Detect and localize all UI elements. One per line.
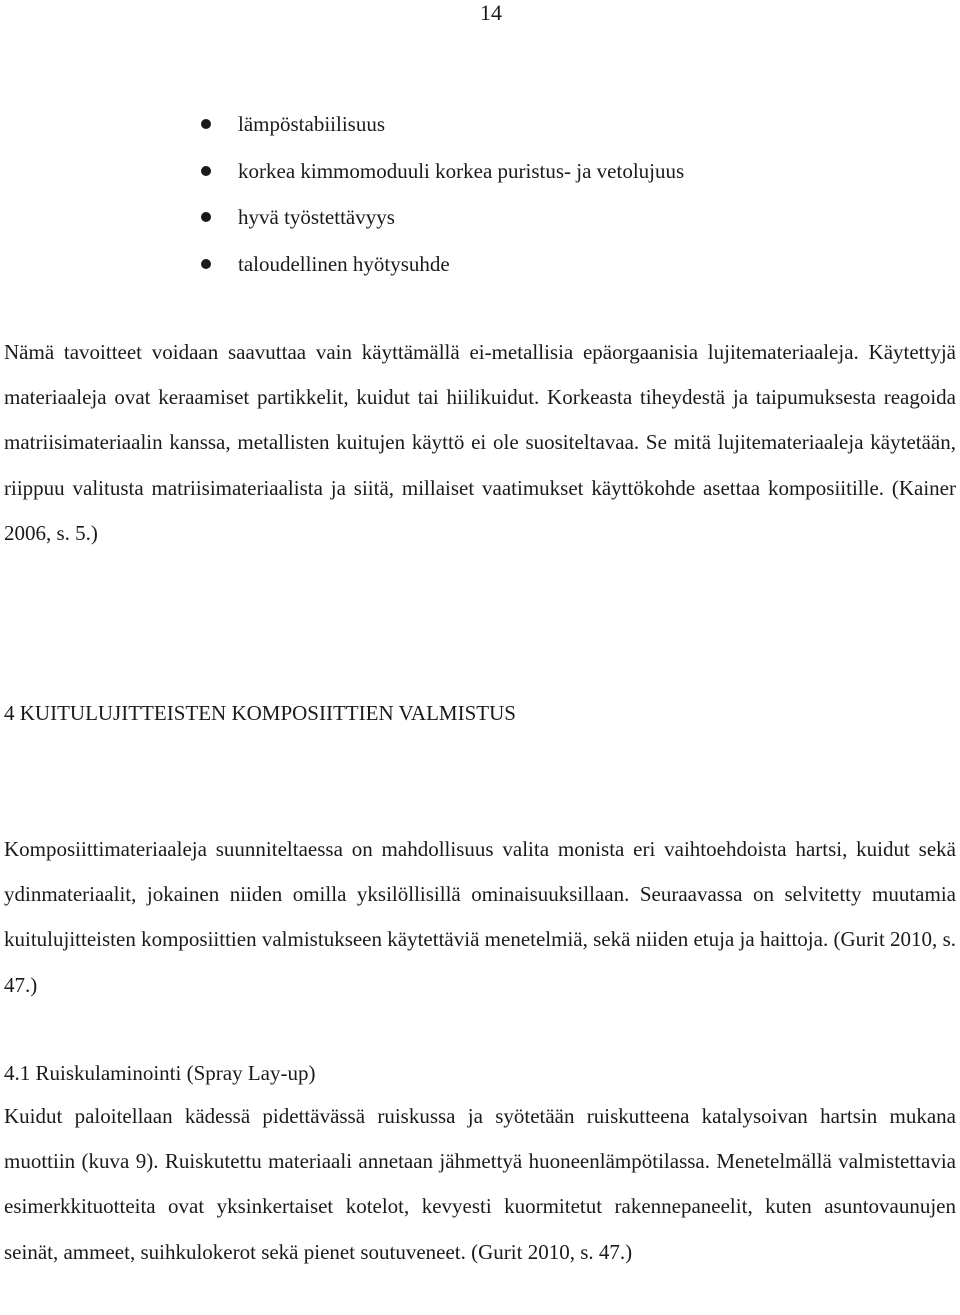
subsection-heading: 4.1 Ruiskulaminointi (Spray Lay-up) (4, 1061, 316, 1085)
list-item-text: taloudellinen hyötysuhde (238, 251, 450, 276)
list-item (0, 109, 960, 156)
list-item (0, 249, 960, 296)
bullet-icon (201, 119, 211, 129)
list-item-text: hyvä työstettävyys (238, 205, 395, 229)
bullet-icon (201, 259, 211, 269)
list-item (0, 202, 960, 249)
body-paragraph-spray-layup: Kuidut paloitellaan kädessä pidettävässä ruiskussa ja syötetään ruiskutteena katalysoivan hartsin mukana muottiin (kuva 9). Ruiskutettu materiaali annetaan jähmettyä huoneenlämpötilassa. Menetelmällä valmistettavia esimerkkituotteita ovat yksinkertaiset kotelot, kevyesti kuormitetut rakennepaneelit, kuten asuntovaunujen seinät, ammeet, suihkulokerot sekä pienet soutuveneet. (Gurit 2010, s. 47.) (4, 1104, 956, 1264)
list-item (0, 156, 960, 203)
body-paragraph-reinforcements: Nämä tavoitteet voidaan saavuttaa vain käyttämällä ei-metallisia epäorgaanisia lujitemateriaaleja. Käytettyjä materiaaleja ovat keraamiset partikkelit, kuidut tai hiilikuidut. Korkeasta tiheydestä ja taipumuksesta reagoida matriisimateriaalin kanssa, metallisten kuitujen käyttö ei ole suositeltavaa. Se mitä lujitemateriaaleja käytetään, riippuu valitusta matriisimateriaalista ja siitä, millaiset vaatimukset käyttökohde asettaa komposiitille. (Kainer 2006, s. 5.) (4, 340, 956, 545)
property-bullet-list (0, 109, 960, 295)
bullet-icon (201, 166, 211, 176)
bullet-icon (201, 212, 211, 222)
list-item-text: lämpöstabiilisuus (238, 112, 385, 136)
body-paragraph-composites-intro: Komposiittimateriaaleja suunniteltaessa on mahdollisuus valita monista eri vaihtoehdoista hartsi, kuidut sekä ydinmateriaalit, jokainen niiden omilla yksilöllisillä ominaisuuksillaan. Seuraavassa on selvitetty muutamia kuitulujitteisten komposiittien valmistukseen käytettäviä menetelmiä, sekä niiden etuja ja haittoja. (Gurit 2010, s. 47.) (4, 837, 956, 997)
page-number: 14 (480, 0, 502, 25)
section-heading: 4 KUITULUJITTEISTEN KOMPOSIITTIEN VALMISTUS (4, 701, 516, 725)
list-item-text: korkea kimmomoduuli korkea puristus- ja vetolujuus (238, 158, 685, 183)
